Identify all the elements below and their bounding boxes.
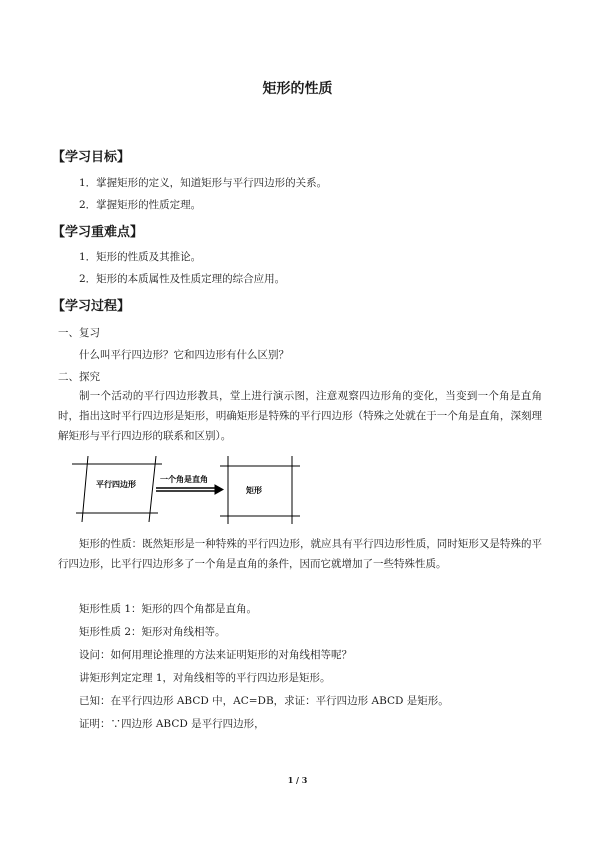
objective-item-1: 1．掌握矩形的定义，知道矩形与平行四边形的关系。 <box>79 177 328 189</box>
properties-paragraph: 矩形的性质：既然矩形是一种特殊的平行四边形，就应具有平行四边形性质，同时矩形又是特殊的平行四边形，比平行四边形多了一个角是直角的条件，因而它就增加了一些特殊性质。 <box>58 538 542 570</box>
arrow-head <box>215 485 223 494</box>
rectangle-label: 矩形 <box>246 486 262 495</box>
property-2-line: 矩形性质 2：矩形对角线相等。 <box>79 626 226 638</box>
review-question: 什么叫平行四边形？它和四边形有什么区别？ <box>79 349 289 361</box>
parallelogram-right-edge <box>149 456 156 522</box>
parallelogram-to-rectangle-figure <box>70 454 310 524</box>
objectives-heading: 【学习目标】 <box>52 150 131 165</box>
key-point-item-1: 1．矩形的性质及其推论。 <box>79 251 202 263</box>
theorem-line: 讲矩形判定定理 1，对角线相等的平行四边形是矩形。 <box>79 672 331 684</box>
key-point-item-2: 2．矩形的本质属性及性质定理的综合应用。 <box>79 273 286 285</box>
parallelogram-label: 平行四边形 <box>96 480 136 489</box>
page-title: 矩形的性质 <box>262 81 333 97</box>
question-line: 设问：如何用理论推理的方法来证明矩形的对角线相等呢？ <box>79 649 352 661</box>
given-line: 已知：在平行四边形 ABCD 中，AC=DB，求证：平行四边形 ABCD 是矩形。 <box>79 695 449 707</box>
process-heading: 【学习过程】 <box>52 299 131 314</box>
property-1-line: 矩形性质 1：矩形的四个角都是直角。 <box>79 603 258 615</box>
arrow-label: 一个角是直角 <box>160 475 208 484</box>
proof-line: 证明：∵四边形 ABCD 是平行四边形， <box>79 718 265 730</box>
review-label: 一、复习 <box>58 327 100 339</box>
objective-item-2: 2．掌握矩形的性质定理。 <box>79 199 202 211</box>
explore-paragraph: 制一个活动的平行四边形教具，堂上进行演示图，注意观察四边形角的变化，当变到一个角是直角时，指出这时平行四边形是矩形，明确矩形是特殊的平行四边形（特殊之处就在于一个角是直角，深刻理解矩形与平行四边形的联系和区别）。 <box>58 390 542 442</box>
page-number: 1 / 3 <box>287 775 308 785</box>
parallelogram-left-edge <box>82 456 88 522</box>
key-points-heading: 【学习重难点】 <box>52 225 144 240</box>
explore-label: 二、探究 <box>58 371 100 383</box>
